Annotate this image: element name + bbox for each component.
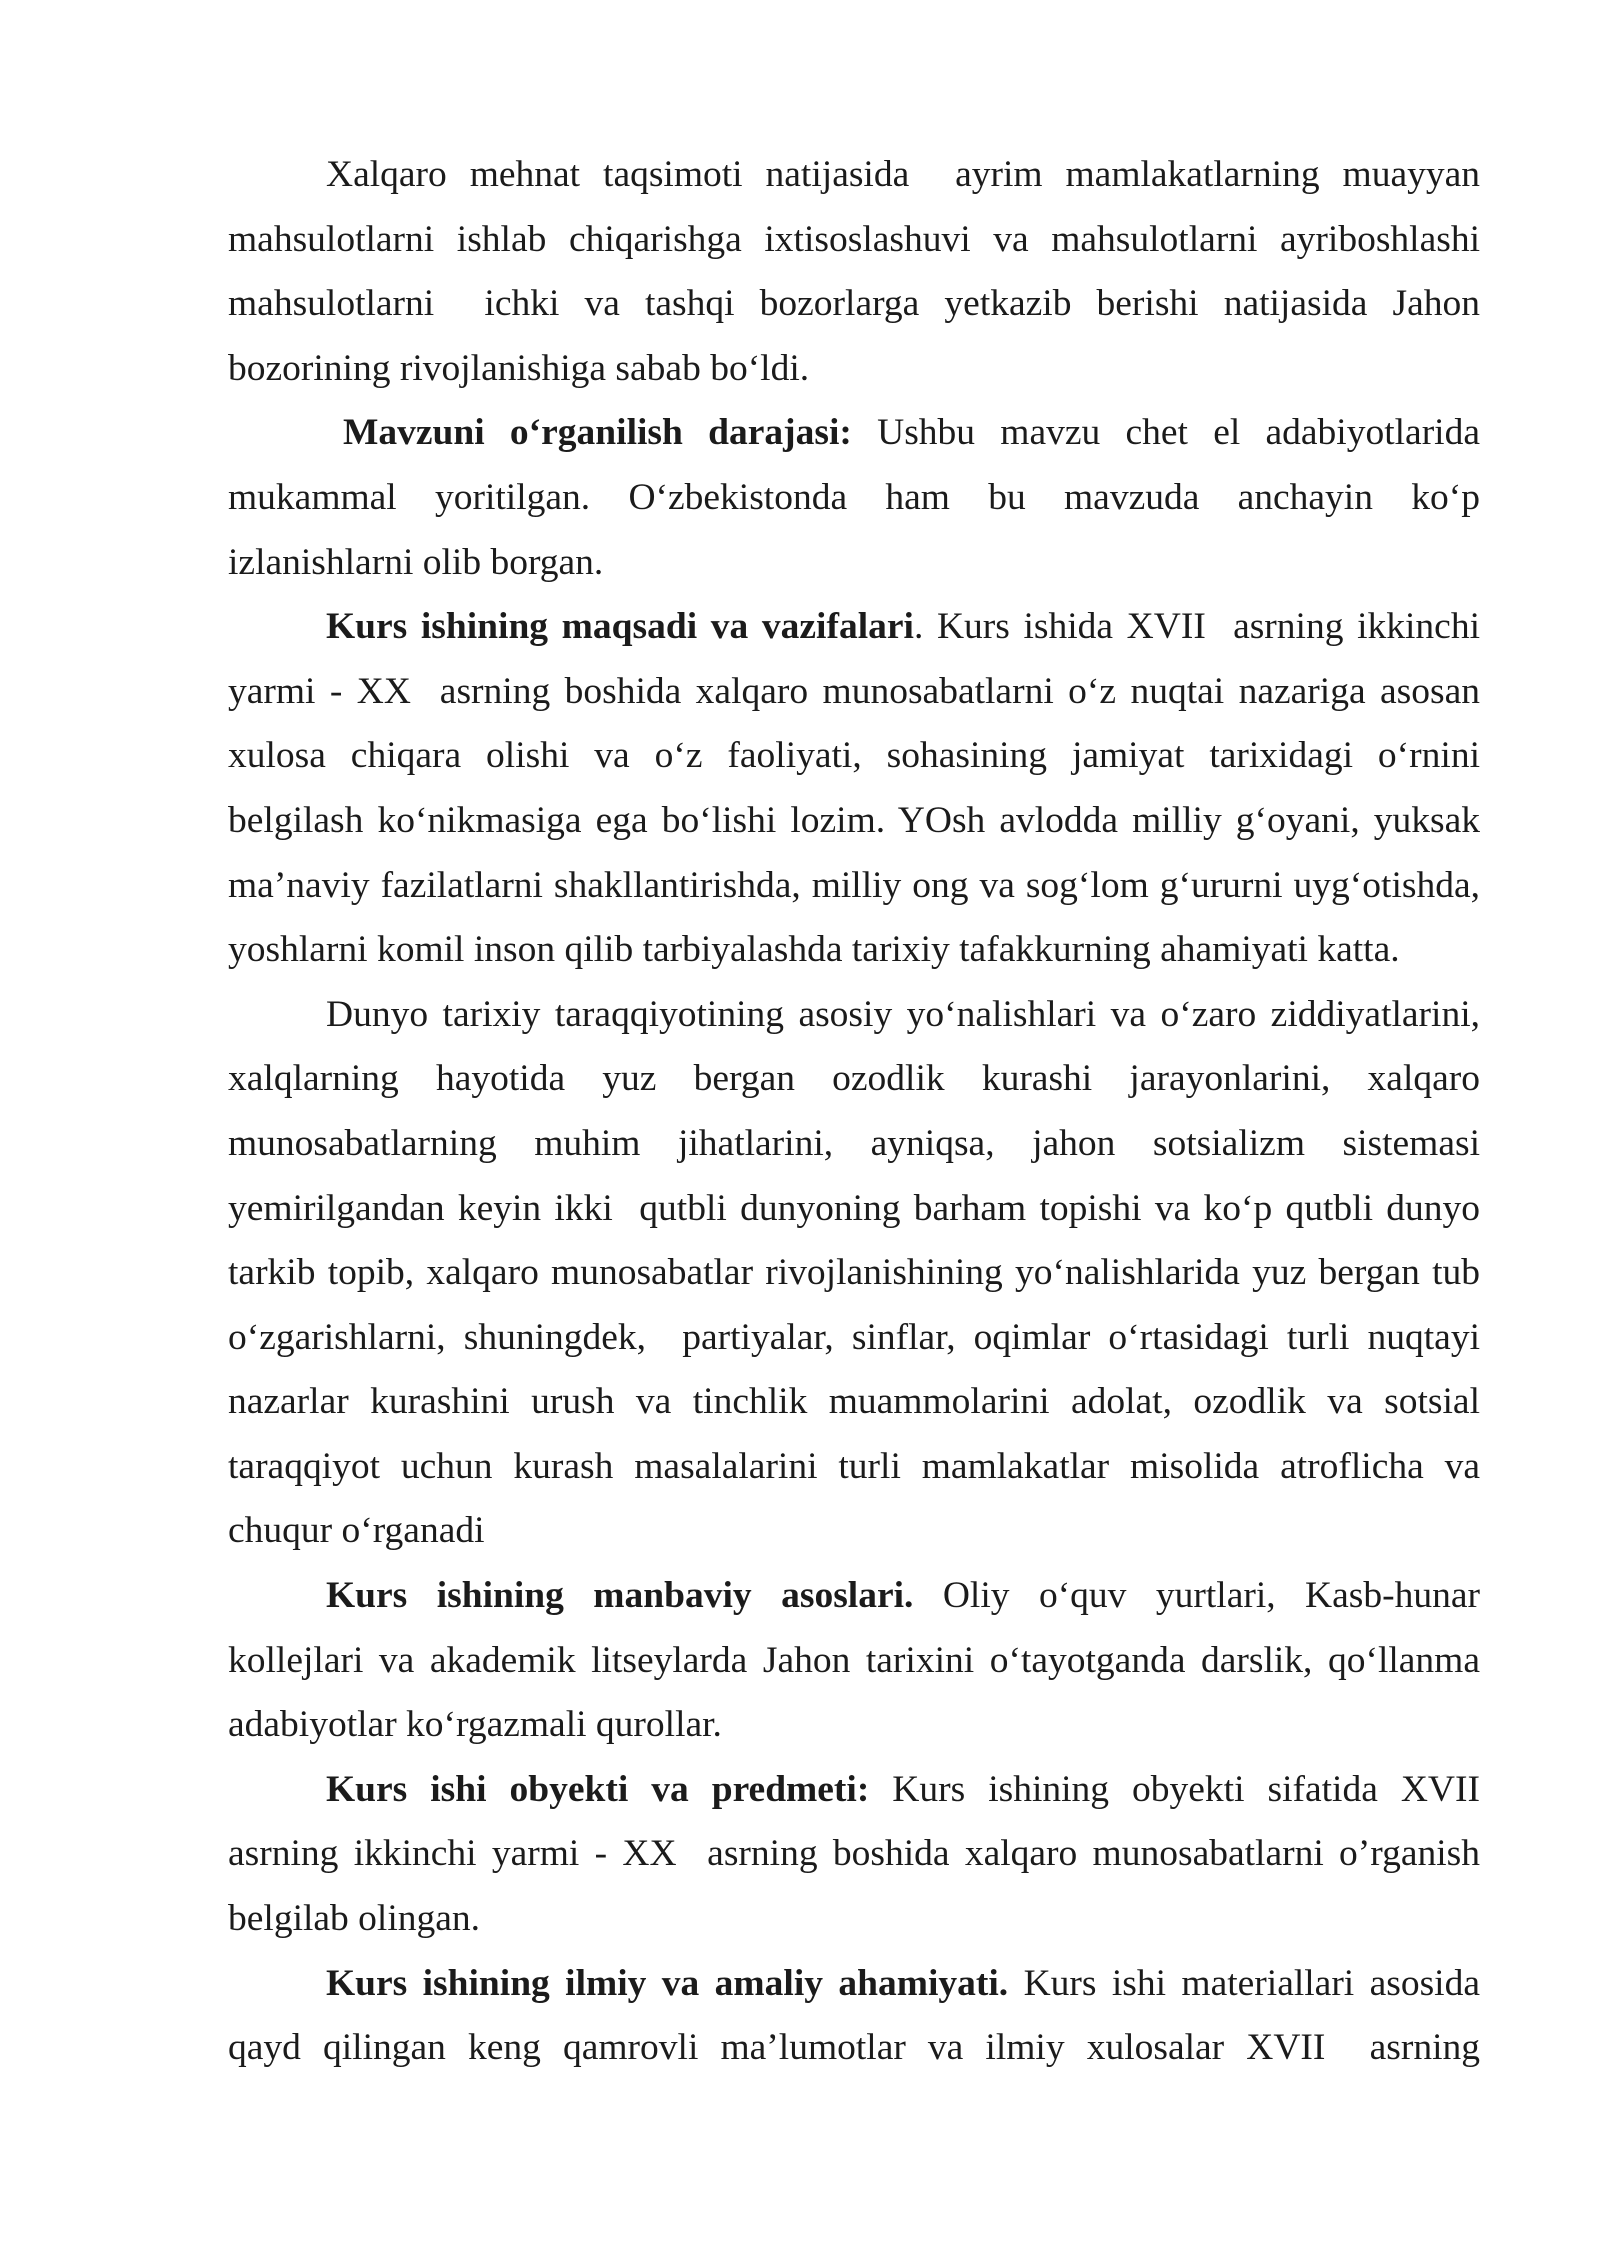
document-text-block <box>228 143 1480 2081</box>
text-line <box>228 1822 1480 1887</box>
text-line <box>228 1435 1480 1500</box>
text-segment: xalqlarning hayotida yuz bergan ozodlik kurashi jarayonlarini, xalqaro <box>228 1058 1480 1100</box>
bold-heading-text: Kurs ishining manbaviy asoslari. <box>326 1575 914 1617</box>
text-segment: yoshlarni komil inson qilib tarbiyalashda tarixiy tafakkurning ahamiyati katta. <box>228 929 1400 971</box>
text-line <box>228 1758 1480 1823</box>
text-segment: tarkib topib, xalqaro munosabatlar rivojlanishining yo‘nalishlarida yuz bergan tub <box>228 1252 1480 1294</box>
text-line <box>228 1370 1480 1435</box>
text-line <box>228 1177 1480 1242</box>
text-line <box>228 1629 1480 1694</box>
bold-heading-text: Mavzuni o‘rganilish darajasi: <box>343 412 852 454</box>
bold-heading-text: Kurs ishining maqsadi va vazifalari <box>326 606 914 648</box>
text-line <box>228 531 1480 596</box>
text-segment: adabiyotlar ko‘rgazmali qurollar. <box>228 1704 722 1746</box>
text-line <box>228 1306 1480 1371</box>
text-line <box>228 724 1480 789</box>
text-segment: chuqur o‘rganadi <box>228 1510 485 1552</box>
text-line <box>228 337 1480 402</box>
text-segment: nazarlar kurashini urush va tinchlik muammolarini adolat, ozodlik va sotsial <box>228 1381 1480 1423</box>
bold-heading-text: Kurs ishi obyekti va predmeti: <box>326 1768 870 1810</box>
text-segment: bozorining rivojlanishiga sabab bo‘ldi. <box>228 347 810 389</box>
text-line <box>228 660 1480 725</box>
text-segment: ma’naviy fazilatlarni shakllantirishda, milliy ong va sog‘lom g‘ururni uyg‘otishda, <box>228 864 1480 906</box>
bold-heading-text: Kurs ishining ilmiy va amaliy ahamiyati. <box>326 1962 1009 2004</box>
text-line <box>228 208 1480 273</box>
text-segment: taraqqiyot uchun kurash masalalarini turli mamlakatlar misolida atroflicha va <box>228 1445 1480 1487</box>
text-line <box>228 854 1480 919</box>
text-line <box>228 1564 1480 1629</box>
text-segment: Oliy o‘quv yurtlari, Kasb-hunar <box>913 1575 1480 1617</box>
text-line <box>228 1499 1480 1564</box>
text-line <box>228 918 1480 983</box>
text-line <box>228 1112 1480 1177</box>
text-segment: kollejlari va akademik litseylarda Jahon tarixini o‘tayotganda darslik, qo‘llanma <box>228 1639 1480 1681</box>
text-line <box>228 466 1480 531</box>
text-segment: belgilash ko‘nikmasiga ega bo‘lishi lozim. YOsh avlodda milliy g‘oyani, yuksak <box>228 799 1480 841</box>
text-segment: izlanishlarni olib borgan. <box>228 541 604 583</box>
text-line <box>228 401 1480 466</box>
text-segment: asrning ikkinchi yarmi - XX asrning boshida xalqaro munosabatlarni o’rganish <box>228 1833 1480 1875</box>
text-segment: mukammal yoritilgan. O‘zbekistonda ham bu mavzuda anchayin ko‘p <box>228 476 1480 518</box>
text-segment: munosabatlarning muhim jihatlarini, ayniqsa, jahon sotsializm sistemasi <box>228 1122 1480 1164</box>
text-segment: . Kurs ishida XVII asrning ikkinchi <box>913 606 1480 648</box>
text-line <box>228 789 1480 854</box>
text-segment: Kurs ishi materiallari asosida <box>1008 1962 1480 2004</box>
text-segment: xulosa chiqara olishi va o‘z faoliyati, sohasining jamiyat tarixidagi o‘rnini <box>228 735 1480 777</box>
text-segment: qayd qilingan keng qamrovli ma’lumotlar va ilmiy xulosalar XVII asrning <box>228 2027 1480 2069</box>
text-segment: Ushbu mavzu chet el adabiyotlarida <box>851 412 1480 454</box>
text-line <box>228 1047 1480 1112</box>
text-line <box>228 1241 1480 1306</box>
text-segment: yarmi - XX asrning boshida xalqaro munosabatlarni o‘z nuqtai nazariga asosan <box>228 670 1480 712</box>
text-segment: mahsulotlarni ishlab chiqarishga ixtisoslashuvi va mahsulotlarni ayriboshlashi <box>228 218 1480 260</box>
text-line <box>228 1952 1480 2017</box>
text-segment: mahsulotlarni ichki va tashqi bozorlarga yetkazib berishi natijasida Jahon <box>228 283 1480 325</box>
text-segment: Xalqaro mehnat taqsimoti natijasida ayrim mamlakatlarning muayyan <box>326 154 1480 195</box>
text-line <box>228 983 1480 1048</box>
text-line <box>228 595 1480 660</box>
text-segment: belgilab olingan. <box>228 1898 481 1940</box>
text-line <box>228 2016 1480 2081</box>
text-line <box>228 272 1480 337</box>
text-line <box>228 143 1480 208</box>
text-line <box>228 1693 1480 1758</box>
text-line <box>228 1887 1480 1952</box>
text-segment: yemirilgandan keyin ikki qutbli dunyoning barham topishi va ko‘p qutbli dunyo <box>228 1187 1480 1229</box>
text-segment: Kurs ishining obyekti sifatida XVII <box>869 1768 1480 1810</box>
text-segment: Dunyo tarixiy taraqqiyotining asosiy yo‘nalishlari va o‘zaro ziddiyatlarini, <box>326 993 1480 1035</box>
text-segment: o‘zgarishlarni, shuningdek, partiyalar, sinflar, oqimlar o‘rtasidagi turli nuqtayi <box>228 1316 1480 1358</box>
